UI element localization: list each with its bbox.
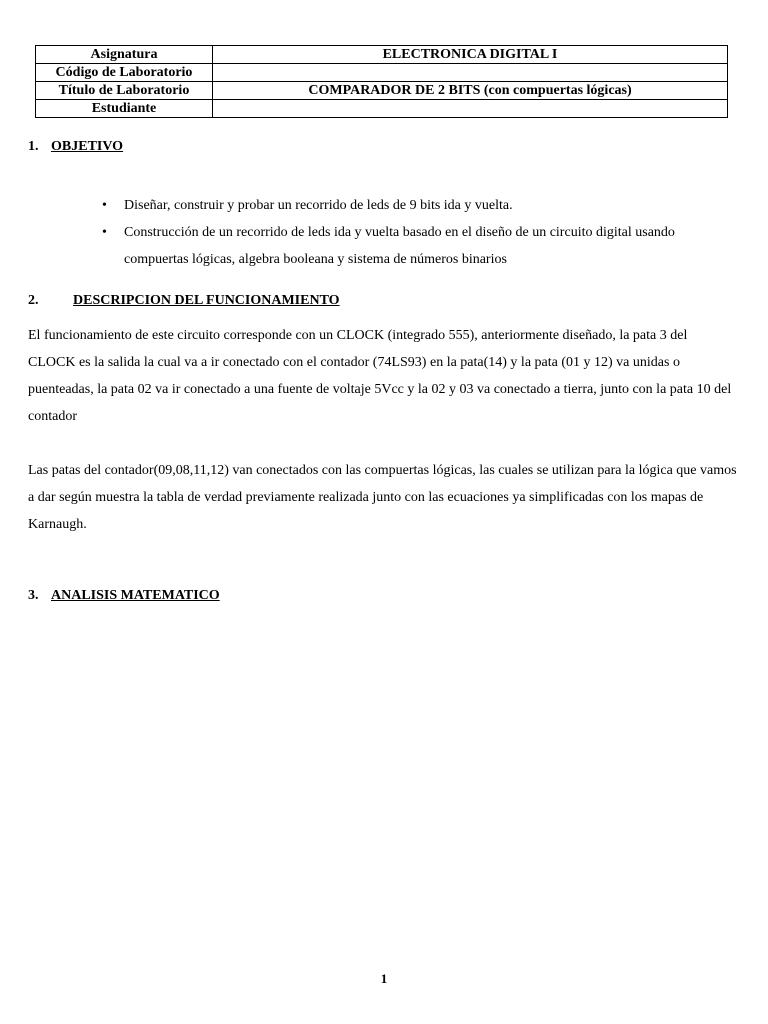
row-value-estudiante: [213, 100, 728, 118]
list-item: [100, 192, 730, 219]
paragraph: El funcionamiento de este circuito corresponde con un CLOCK (integrado 555), anteriormente diseñado, la pata 3 del CLOCK es la salida la cual va a ir conectado con el contador (74LS93) en la pata(14) y la pata (01 y 12) va unidas o puenteadas, la pata 02 va ir conectado a una fuente de voltaje 5Vcc y la 02 y 03 va conectado a tierra, junto con la pata 10 del contador: [28, 328, 732, 424]
section-number: 3.: [28, 588, 39, 603]
objetivo-bullet-list: [100, 192, 730, 273]
table-row: [36, 46, 728, 64]
row-value-asignatura: ELECTRONICA DIGITAL I: [213, 46, 728, 64]
page-number: 1: [380, 971, 388, 986]
row-value-titulo: COMPARADOR DE 2 BITS (con compuertas lógicas): [213, 82, 728, 100]
section-heading-objetivo: [28, 139, 123, 155]
table-row: [36, 64, 728, 82]
section-title: OBJETIVO: [51, 139, 124, 154]
bullet-text: Diseñar, construir y probar un recorrido de leds de 9 bits ida y vuelta.: [124, 198, 513, 213]
lab-info-table: [35, 45, 728, 118]
paragraph: Las patas del contador(09,08,11,12) van conectados con las compuertas lógicas, las cuales se utilizan para la lógica que vamos a dar según muestra la tabla de verdad previamente realizada junto con las ecuaciones ya simplificadas con los mapas de Karnaugh.: [28, 463, 737, 532]
row-label-estudiante: Estudiante: [36, 100, 213, 118]
table-row: [36, 82, 728, 100]
list-item: [100, 219, 730, 273]
section-title: ANALISIS MATEMATICO: [51, 588, 220, 603]
row-value-codigo: [213, 64, 728, 82]
section-number: 1.: [28, 139, 39, 154]
table-row: [36, 100, 728, 118]
bullet-text: Construcción de un recorrido de leds ida y vuelta basado en el diseño de un circuito digital usando compuertas lógicas, algebra booleana y sistema de números binarios: [124, 225, 675, 267]
bullet-icon: •: [102, 198, 107, 213]
row-label-titulo: Título de Laboratorio: [36, 82, 213, 100]
section-heading-descripcion: [28, 293, 340, 309]
row-label-codigo: Código de Laboratorio: [36, 64, 213, 82]
row-label-asignatura: Asignatura: [36, 46, 213, 64]
section-title: DESCRIPCION DEL FUNCIONAMIENTO: [73, 293, 340, 308]
bullet-icon: •: [102, 225, 107, 240]
section-number: 2.: [28, 293, 39, 308]
section-heading-analisis: [28, 588, 220, 604]
